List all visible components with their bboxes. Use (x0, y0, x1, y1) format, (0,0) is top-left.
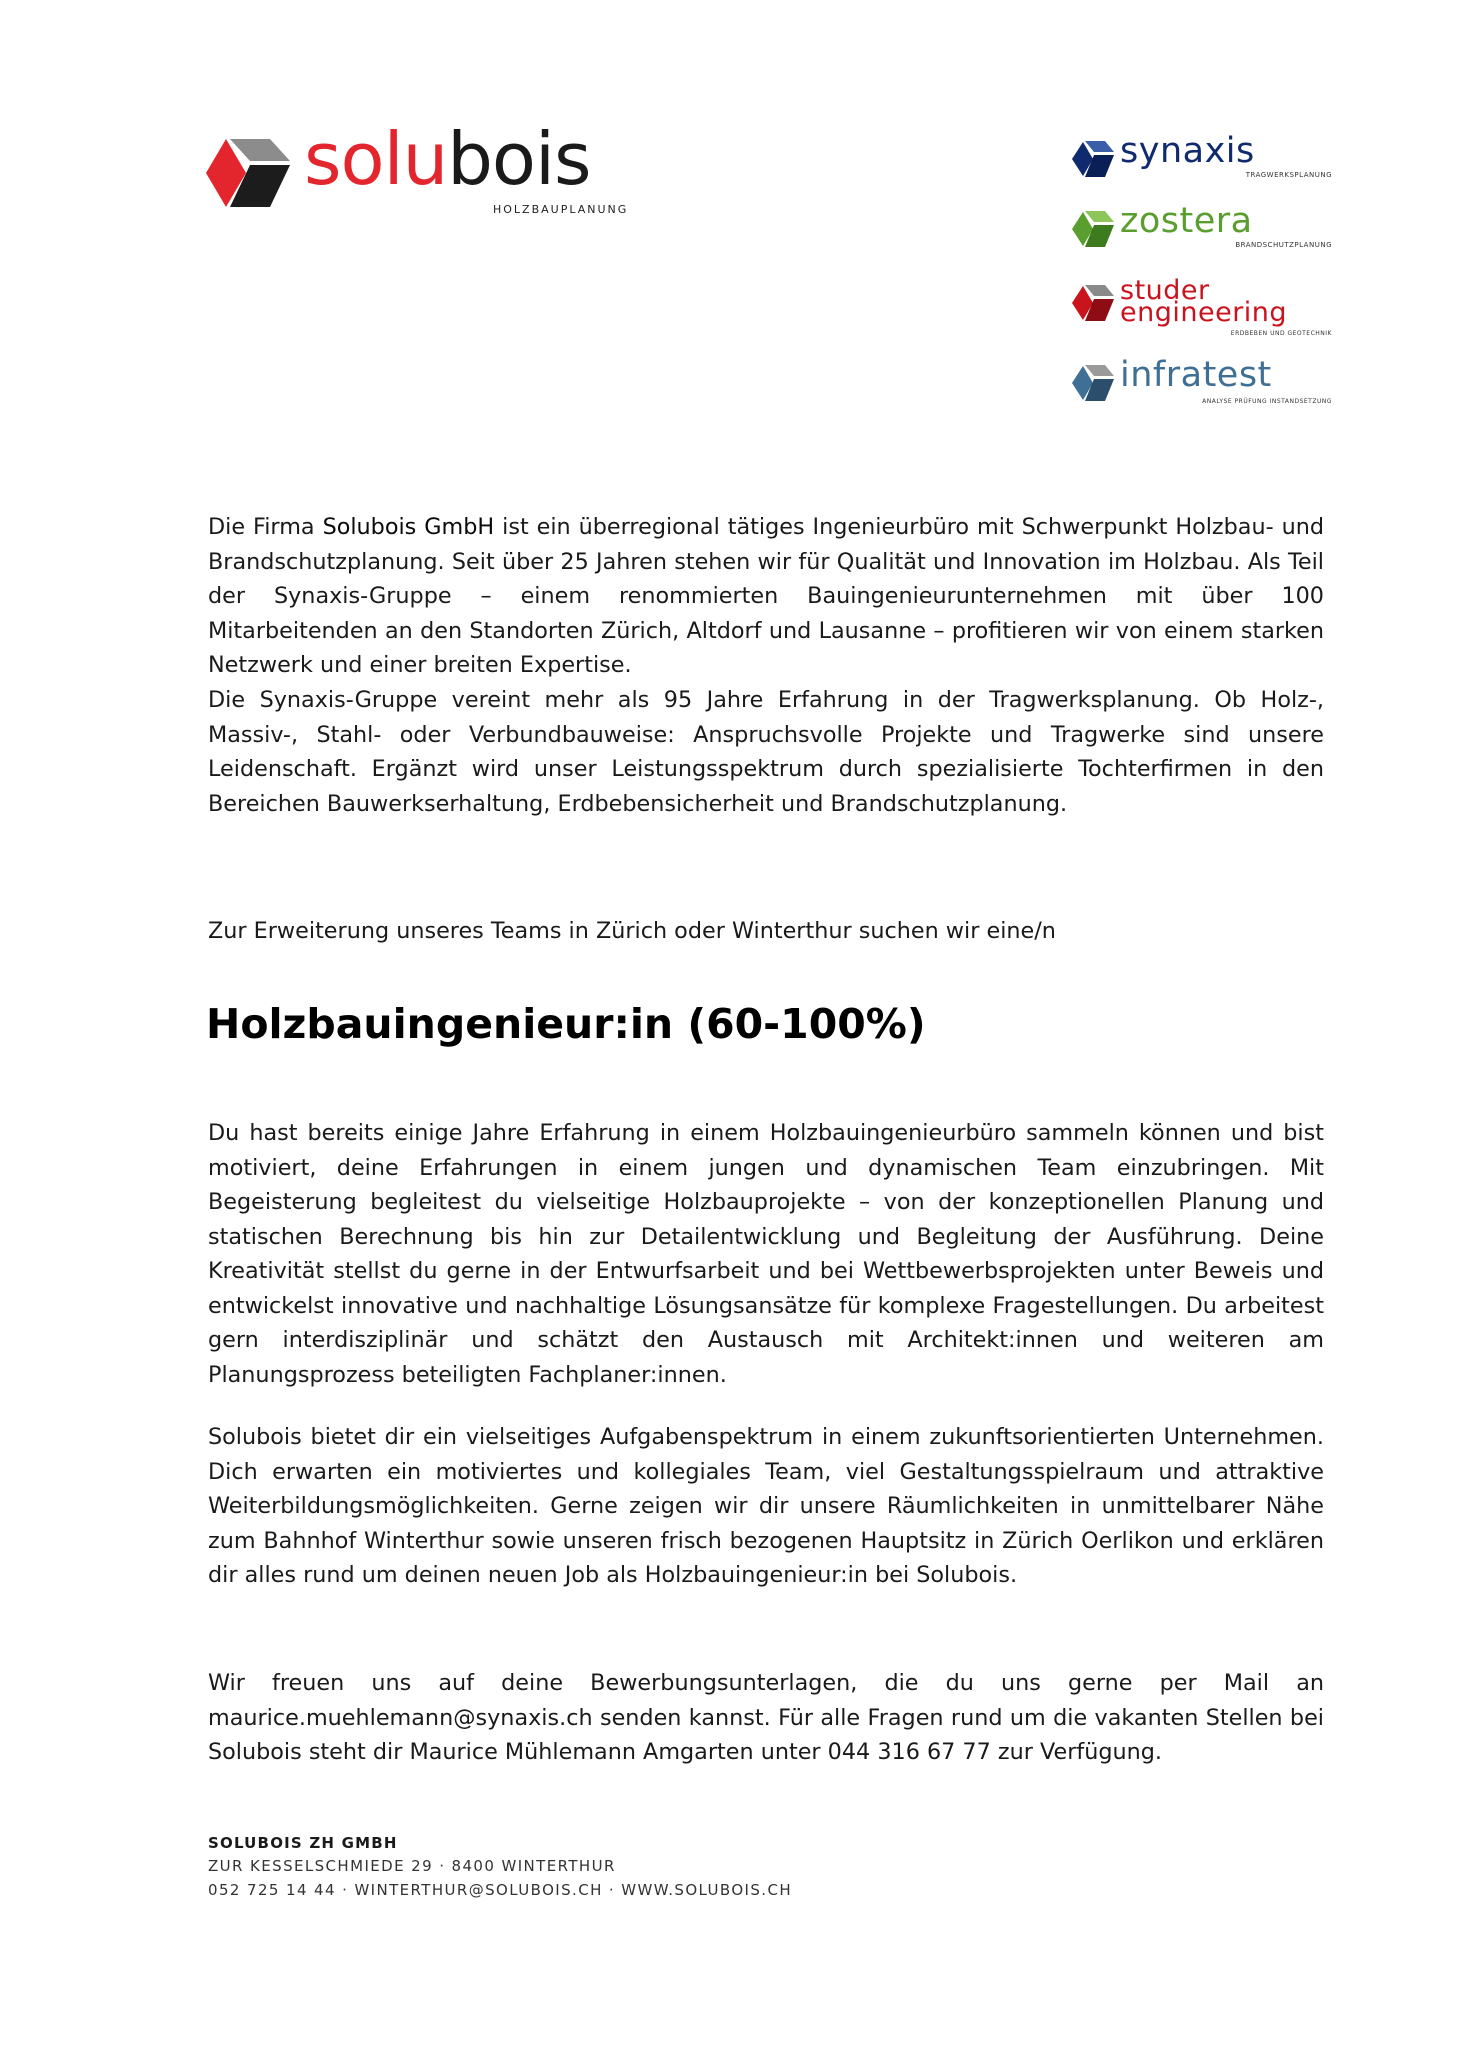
zostera-tag: BRANDSCHUTZPLANUNG (1235, 241, 1332, 249)
solubois-logo (206, 117, 686, 223)
infratest-name: infratest (1120, 355, 1272, 395)
synaxis-logo (1072, 131, 1332, 204)
logo-wordmark (304, 117, 591, 201)
logo-word-bois: bois (447, 117, 591, 201)
red-gray-cube-icon (206, 137, 292, 209)
synaxis-tag: TRAGWERKSPLANUNG (1245, 171, 1332, 179)
application-paragraph: Wir freuen uns auf deine Bewerbungsunterlagen, die du uns gerne per Mail an maurice.muehlemann@synaxis.ch senden kannst. Für alle Fragen rund um die vakanten Stellen bei Solubois steht dir Maurice Mühlemann Amgarten unter 044 316 67 77 zur Verfügung. (208, 1670, 1324, 1765)
company-intro-paragraph (208, 510, 1324, 683)
red-cube-icon (1072, 284, 1114, 322)
footer-address: ZUR KESSELSCHMIEDE 29 · 8400 WINTERTHUR (208, 1857, 616, 1875)
studer-name (1120, 275, 1288, 328)
vacancy-intro: Zur Erweiterung unseres Teams in Zürich oder Winterthur suchen wir eine/n (208, 918, 1056, 944)
zostera-logo (1072, 201, 1332, 274)
footer (208, 1832, 792, 1902)
logo-word-solu: solu (304, 117, 448, 201)
job-description-paragraph: Du hast bereits einige Jahre Erfahrung in einem Holzbauingenieurbüro sammeln können und bist motiviert, deine Erfahrungen in einem jungen und dynamischen Team einzubringen. Mit Begeisterung begleitest du vielseitige Holzbauprojekte – von der konzeptionellen Planung und statischen Berechnung bis hin zur Detailentwicklung und Begleitung der Ausführung. Deine Kreativität stellst du gerne in der Entwurfsarbeit und bei Wettbewerbsprojekten unter Beweis und entwickelst innovative und nachhaltige Lösungsansätze für komplexe Fragestellungen. Du arbeitest gern interdisziplinär und schätzt den Austausch mit Architekt:innen und weiteren am Planungsprozess beteiligten Fachplaner:innen. (208, 1120, 1324, 1388)
intro-rest: ist ein überregional tätiges Ingenieurbüro mit Schwerpunkt Holzbau- und Brandschutzplanung. Seit über 25 Jahren stehen wir für Qualität und Innovation im Holzbau. Als Teil der Synaxis-Gruppe – einem renommierten Bauingenieurunternehmen mit über 100 Mitarbeitenden an den Standorten Zürich, Altdorf und Lausanne – profitieren wir von einem starken Netzwerk und einer breiten Expertise. (208, 514, 1325, 678)
studer-name-line1: studer (1120, 275, 1210, 306)
footer-contact: 052 725 14 44 · WINTERTHUR@SOLUBOIS.CH · WWW.SOLUBOIS.CH (208, 1881, 793, 1899)
infratest-logo (1072, 355, 1332, 428)
studer-tag: ERDBEBEN UND GEOTECHNIK (1230, 330, 1332, 337)
job-title: Holzbauingenieur:in (60-100%) (206, 1000, 926, 1048)
studer-name-line2: engineering (1120, 297, 1288, 328)
steelblue-cube-icon (1072, 364, 1114, 402)
synaxis-name: synaxis (1120, 131, 1255, 171)
offer-paragraph: Solubois bietet dir ein vielseitiges Aufgabenspektrum in einem zukunftsorientierten Unternehmen. Dich erwarten ein motiviertes und kollegiales Team, viel Gestaltungsspielraum und attraktive Weiterbildungsmöglichkeiten. Gerne zeigen wir dir unsere Räumlichkeiten in unmittelbarer Nähe zum Bahnhof Winterthur sowie unseren frisch bezogenen Hauptsitz in Zürich Oerlikon und erklären dir alles rund um deinen neuen Job als Holzbauingenieur:in bei Solubois. (208, 1424, 1324, 1588)
intro-lead: Die Firma (208, 514, 323, 540)
studer-engineering-logo (1072, 275, 1332, 348)
zostera-name: zostera (1120, 201, 1253, 241)
footer-company: SOLUBOIS ZH GMBH (208, 1834, 398, 1852)
green-cube-icon (1072, 210, 1114, 248)
logo-subtitle: HOLZBAUPLANUNG (493, 203, 629, 216)
infratest-tag: ANALYSE PRÜFUNG INSTANDSETZUNG (1202, 398, 1332, 405)
company-name: Solubois GmbH (322, 514, 495, 540)
group-paragraph: Die Synaxis-Gruppe vereint mehr als 95 Jahre Erfahrung in der Tragwerksplanung. Ob Holz-, Massiv-, Stahl- oder Verbundbauweise: Anspruchsvolle Projekte und Tragwerke sind unsere Leidenschaft. Ergänzt wird unser Leistungsspektrum durch spezialisierte Tochterfirmen in den Bereichen Bauwerkserhaltung, Erdbebensicherheit und Brandschutzplanung. (208, 687, 1324, 817)
blue-cube-icon (1072, 140, 1114, 178)
